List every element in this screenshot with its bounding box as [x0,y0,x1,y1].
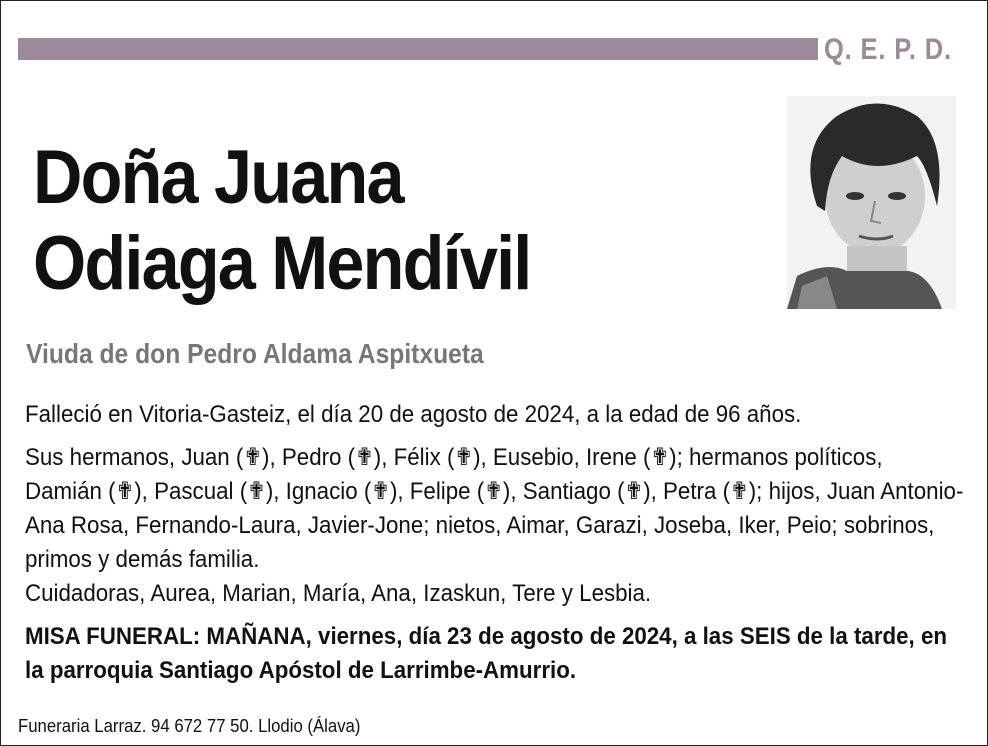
qepd-label: Q. E. P. D. [824,33,952,66]
funeral-info: MISA FUNERAL: MAÑANA, viernes, día 23 de agosto de 2024, a las SEIS de la tarde, en la parroquia Santiago Apóstol de Larrimbe-Amurrio. [25,623,948,684]
obituary-body [25,398,964,697]
funeral-home-footer: Funeraria Larraz. 94 672 77 50. Llodio (Álava) [18,716,361,736]
death-notice: Falleció en Vitoria-Gasteiz, el día 20 de agosto de 2024, a la edad de 96 años. [25,401,802,428]
name-line-2: Odiaga Mendívil [33,221,531,306]
caregivers: Cuidadoras, Aurea, Marian, María, Ana, Izaskun, Tere y Lesbia. [25,580,652,607]
header-bar [18,38,818,60]
family-list: Sus hermanos, Juan (✟), Pedro (✟), Félix (✟), Eusebio, Irene (✟); hermanos políticos, Damián (✟), Pascual (✟), Ignacio (✟), Felipe (✟), Santiago (✟), Petra (✟); hijos, Juan Antonio-Ana Rosa, Fernando-Laura, Javier-Jone; nietos, Aimar, Garazi, Joseba, Iker, Peio; sobrinos, primos y demás familia. [25,444,964,573]
portrait-photo [787,96,956,309]
name-line-1: Doña Juana [33,135,403,220]
spouse-subtitle: Viuda de don Pedro Aldama Aspitxueta [26,338,484,369]
